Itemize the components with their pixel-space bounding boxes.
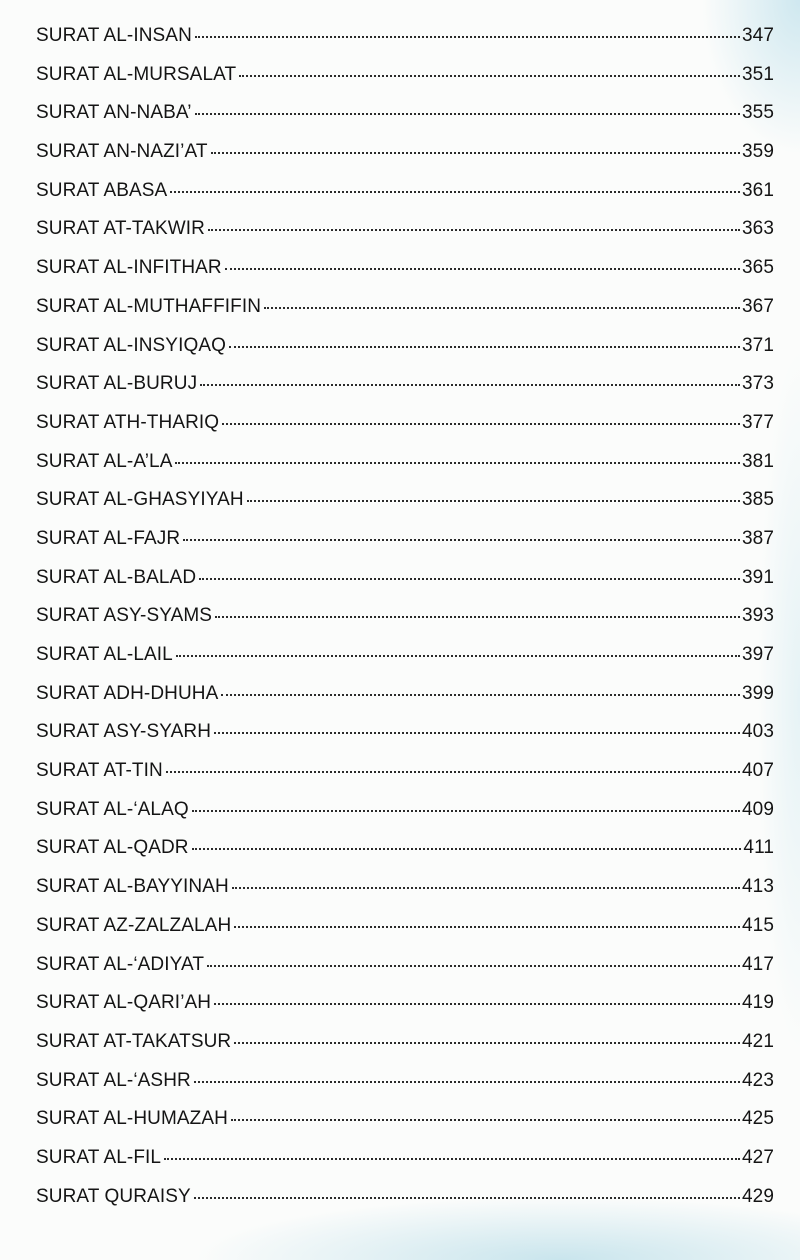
toc-entry-title: SURAT ADH-DHUHA: [36, 682, 219, 704]
toc-entry-title: SURAT AL-INSYIQAQ: [36, 334, 226, 356]
toc-entry-page-number: 411: [743, 837, 774, 859]
dot-leader: [207, 965, 740, 967]
toc-entry: [36, 682, 774, 721]
dot-leader: [194, 1197, 740, 1199]
toc-entry-title: SURAT AL-BURUJ: [36, 373, 198, 395]
dot-leader: [195, 113, 740, 115]
toc-entry-page-number: 409: [741, 798, 774, 820]
toc-entry: [36, 720, 774, 759]
toc-entry: [36, 411, 774, 450]
toc-entry-page-number: 355: [741, 102, 774, 124]
toc-entry: [36, 140, 774, 179]
dot-leader: [264, 307, 740, 309]
toc-entry-page-number: 421: [741, 1030, 774, 1052]
toc-entry-title: SURAT AL-‘ASHR: [36, 1069, 191, 1091]
toc-entry-title: SURAT AL-BALAD: [36, 566, 197, 588]
toc-entry-title: SURAT AL-BAYYINAH: [36, 876, 229, 898]
toc-entry-title: SURAT AT-TIN: [36, 760, 163, 782]
toc-entry-title: SURAT AL-INFITHAR: [36, 257, 222, 279]
toc-entry: [36, 334, 774, 373]
dot-leader: [211, 152, 740, 154]
toc-entry: [36, 1185, 774, 1224]
toc-entry-page-number: 403: [741, 721, 774, 743]
toc-entry: [36, 643, 774, 682]
toc-entry-title: SURAT ABASA: [36, 179, 168, 201]
toc-entry: [36, 798, 774, 837]
toc-entry: [36, 836, 774, 875]
toc-entry-page-number: 387: [741, 527, 774, 549]
toc-entry-page-number: 399: [741, 682, 774, 704]
toc-entry-page-number: 425: [741, 1108, 774, 1130]
toc-entry-title: SURAT AL-INSAN: [36, 25, 192, 46]
toc-entry: [36, 566, 774, 605]
toc-entry-page-number: 351: [741, 63, 774, 85]
toc-entry-page-number: 361: [741, 179, 774, 201]
toc-entry-title: SURAT AL-A’LA: [36, 450, 173, 472]
toc-entry: [36, 1030, 774, 1069]
toc-entry-page-number: 373: [741, 373, 774, 395]
toc-entry: [36, 372, 774, 411]
toc-entry: [36, 1069, 774, 1108]
dot-leader: [214, 732, 740, 734]
toc-entry-page-number: 415: [741, 914, 774, 936]
dot-leader: [214, 1003, 740, 1005]
toc-entry-page-number: 427: [741, 1146, 774, 1168]
toc-entry-title: SURAT AL-QADR: [36, 837, 189, 859]
toc-entry-title: SURAT QURAISY: [36, 1185, 191, 1207]
dot-leader: [225, 268, 740, 270]
toc-entry: [36, 63, 774, 102]
toc-entry-page-number: 385: [741, 489, 774, 511]
toc-entry-page-number: 423: [741, 1069, 774, 1091]
toc-entry-page-number: 367: [741, 295, 774, 317]
toc-entry-title: SURAT AT-TAKATSUR: [36, 1030, 232, 1052]
toc-entry-page-number: 371: [741, 334, 774, 356]
toc-entry-page-number: 413: [741, 876, 774, 898]
dot-leader: [234, 1042, 740, 1044]
toc-entry: [36, 1146, 774, 1185]
dot-leader: [195, 36, 740, 38]
dot-leader: [175, 462, 740, 464]
toc-entry-title: SURAT AL-MUTHAFFIFIN: [36, 295, 262, 317]
toc-entry-page-number: 381: [741, 450, 774, 472]
toc-entry-page-number: 417: [741, 953, 774, 975]
toc-entry-title: SURAT AT-TAKWIR: [36, 218, 205, 240]
toc-entry-title: SURAT AL-MURSALAT: [36, 63, 237, 85]
toc-entry-page-number: 365: [741, 257, 774, 279]
dot-leader: [192, 848, 742, 850]
toc-entry-page-number: 391: [741, 566, 774, 588]
toc-entry-title: SURAT AL-QARI’AH: [36, 992, 212, 1014]
dot-leader: [192, 810, 740, 812]
toc-entry: [36, 450, 774, 489]
toc-entry-title: SURAT AL-FIL: [36, 1146, 162, 1168]
toc-entry-title: SURAT AN-NAZI’AT: [36, 141, 208, 163]
toc-entry: [36, 24, 774, 63]
dot-leader: [231, 1119, 740, 1121]
toc-entry-title: SURAT AL-FAJR: [36, 527, 181, 549]
dot-leader: [176, 655, 740, 657]
dot-leader: [222, 423, 740, 425]
toc-entry-page-number: 359: [741, 141, 774, 163]
toc-entry-page-number: 397: [741, 644, 774, 665]
toc-entry-title: SURAT ATH-THARIQ: [36, 411, 220, 433]
dot-leader: [229, 346, 740, 348]
toc-entry: [36, 101, 774, 140]
toc-entry: [36, 914, 774, 953]
dot-leader: [199, 578, 740, 580]
toc-entry-title: SURAT AZ-ZALZALAH: [36, 914, 232, 936]
toc-entry-title: SURAT AL-‘ADIYAT: [36, 953, 205, 975]
toc-entry: [36, 527, 774, 566]
toc-entry-title: SURAT AN-NABA’: [36, 102, 192, 124]
dot-leader: [200, 384, 740, 386]
toc-entry-title: SURAT AL-GHASYIYAH: [36, 489, 244, 511]
dot-leader: [239, 75, 740, 77]
toc-entry: [36, 875, 774, 914]
toc-entry-title: SURAT AL-HUMAZAH: [36, 1108, 228, 1130]
toc-entry-title: SURAT AL-‘ALAQ: [36, 798, 189, 820]
toc-entry-page-number: 407: [741, 760, 774, 782]
toc-entry: [36, 488, 774, 527]
dot-leader: [234, 926, 740, 928]
dot-leader: [247, 500, 740, 502]
table-of-contents: [36, 24, 774, 1223]
toc-entry: [36, 295, 774, 334]
toc-entry-page-number: 393: [741, 605, 774, 627]
toc-entry-title: SURAT ASY-SYARH: [36, 721, 212, 743]
toc-entry-page-number: 419: [741, 992, 774, 1014]
toc-entry: [36, 759, 774, 798]
dot-leader: [194, 1081, 740, 1083]
toc-entry: [36, 1107, 774, 1146]
dot-leader: [164, 1158, 740, 1160]
dot-leader: [232, 887, 740, 889]
toc-entry-page-number: 429: [741, 1185, 774, 1207]
toc-entry-page-number: 377: [741, 411, 774, 433]
toc-entry: [36, 217, 774, 256]
dot-leader: [221, 694, 740, 696]
toc-entry: [36, 604, 774, 643]
dot-leader: [166, 771, 740, 773]
toc-entry-page-number: 363: [741, 218, 774, 240]
toc-entry: [36, 256, 774, 295]
toc-entry-page-number: 347: [741, 25, 774, 46]
toc-entry: [36, 179, 774, 218]
dot-leader: [208, 229, 740, 231]
toc-entry-title: SURAT ASY-SYAMS: [36, 605, 213, 627]
toc-entry: [36, 953, 774, 992]
toc-entry-title: SURAT AL-LAIL: [36, 644, 173, 665]
dot-leader: [183, 539, 740, 541]
dot-leader: [170, 191, 740, 193]
toc-entry: [36, 991, 774, 1030]
dot-leader: [215, 616, 740, 618]
